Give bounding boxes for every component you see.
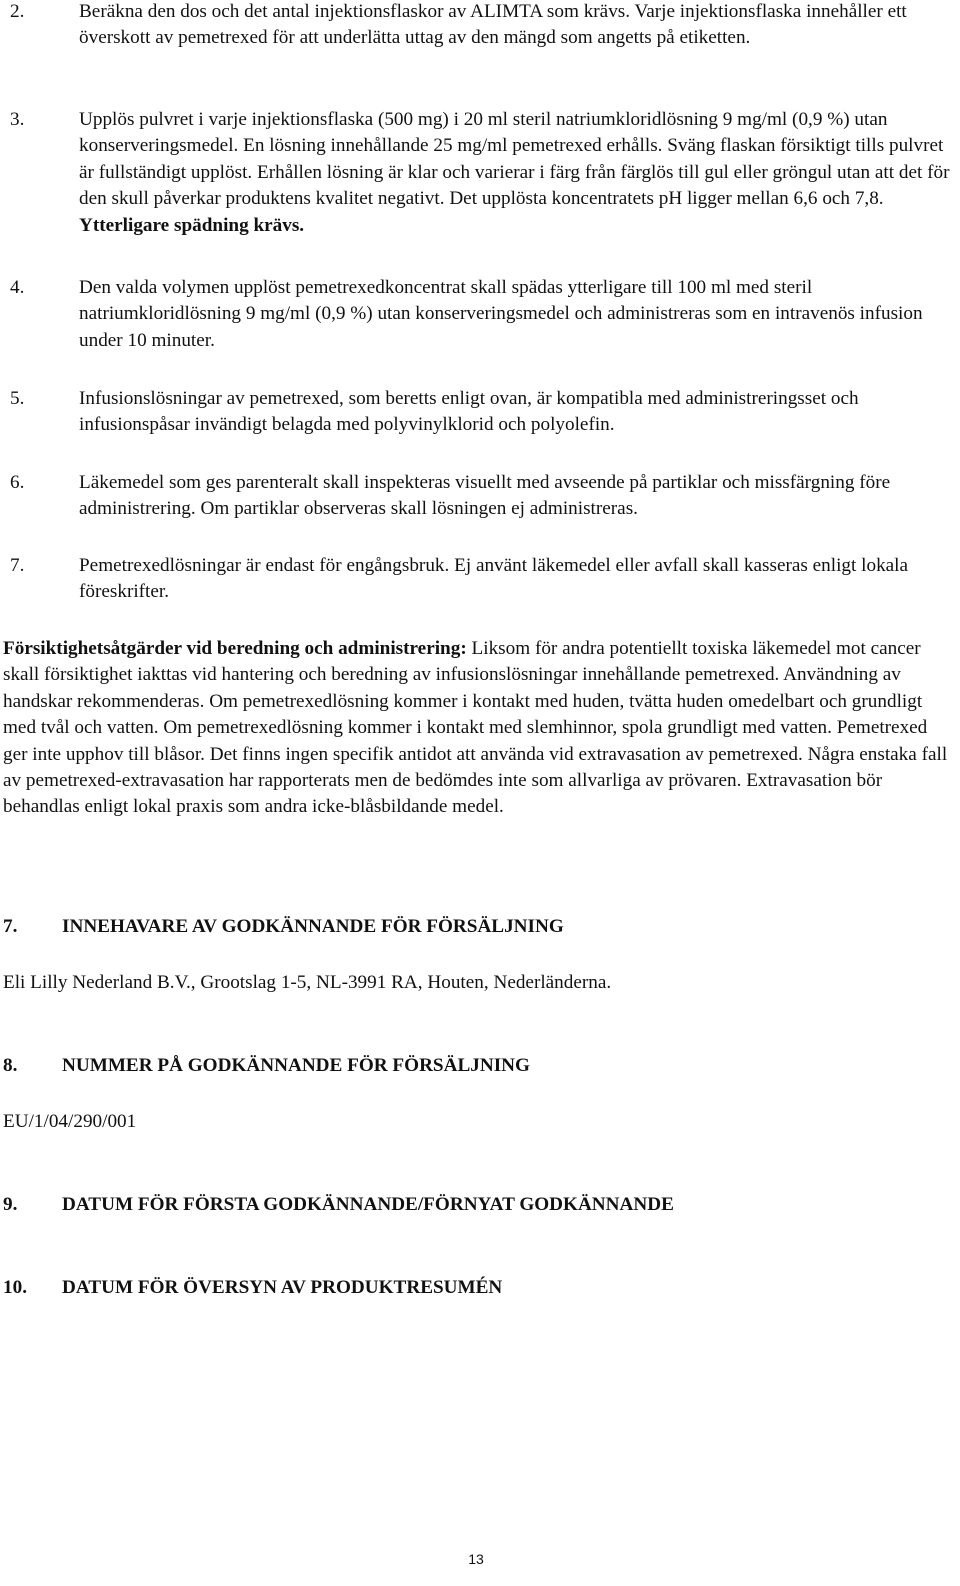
section-number: 9. (3, 1194, 18, 1215)
page-number-footer (0, 1550, 960, 1568)
list-item (10, 386, 955, 439)
section-number: 10. (3, 1277, 27, 1298)
section-heading (3, 914, 955, 940)
list-item (10, 470, 955, 523)
section-title: DATUM FÖR FÖRSTA GODKÄNNANDE/FÖRNYAT GODKÄNNANDE (62, 1194, 674, 1215)
precautions-text: Liksom för andra potentiellt toxiska läkemedel mot cancer skall försiktighet iakttas vid hantering och beredning av infusionslösningar innehållande pemetrexed. Användning av handskar rekommenderas. Om pemetrexedlösning kommer i kontakt med huden, tvätta huden omedelbart och grundligt med tvål och vatten. Om pemetrexedlösning kommer i kontakt med slemhinnor, spola grundligt med vatten. Pemetrexed ger inte upphov till blåsor. Det finns ingen specifik antidot att använda vid extravasation av pemetrexed. Några enstaka fall av pemetrexed-extravasation har rapporterats men de bedömdes inte som allvarliga av prövaren. Extravasation bör behandlas enligt lokal praxis som andra icke-blåsbildande medel. (3, 638, 948, 818)
section-title: NUMMER PÅ GODKÄNNANDE FÖR FÖRSÄLJNING (62, 1055, 530, 1076)
list-item-text: Infusionslösningar av pemetrexed, som beretts enligt ovan, är kompatibla med administreringsset och infusionspåsar invändigt belagda med polyvinylklorid och polyolefin. (79, 388, 859, 436)
list-item-text: Pemetrexedlösningar är endast för engångsbruk. Ej använt läkemedel eller avfall skall kasseras enligt lokala föreskrifter. (79, 555, 909, 603)
list-item-body: Upplös pulvret i varje injektionsflaska (500 mg) i 20 ml steril natriumkloridlösning 9 mg/ml (0,9 %) utan konserveringsmedel. En lösning innehållande 25 mg/ml pemetrexed erhålls. Sväng flaskan försiktigt tills pulvret är fullständigt upplöst. Erhållen lösning är klar och varierar i färg från färglös till gul eller gröngul utan att det för den skull påverkar produktens kvalitet negativt. Det upplösta koncentratets pH ligger mellan 6,6 och 7,8. (79, 109, 950, 210)
section-heading (3, 1275, 955, 1301)
precautions-heading: Försiktighetsåtgärder vid beredning och administrering: (3, 638, 467, 659)
list-item-text: Läkemedel som ges parenteralt skall inspekteras visuellt med avseende på partiklar och missfärgning före administrering. Om partiklar observeras skall lösningen ej administreras. (79, 472, 891, 520)
list-item-text: Beräkna den dos och det antal injektionsflaskor av ALIMTA som krävs. Varje injektionsflaska innehåller ett överskott av pemetrexed för att underlätta uttag av den mängd som angetts på etiketten. (79, 1, 907, 49)
precautions-paragraph (3, 636, 955, 821)
section-title: DATUM FÖR ÖVERSYN AV PRODUKTRESUMÉN (62, 1277, 503, 1298)
list-item (10, 553, 955, 606)
list-item-text: Den valda volymen upplöst pemetrexedkoncentrat skall spädas ytterligare till 100 ml med steril natriumkloridlösning 9 mg/ml (0,9 %) utan konserveringsmedel och administreras som en intravenös infusion under 10 minuter. (79, 277, 923, 351)
list-item-number: 4. (10, 277, 25, 298)
section-number: 8. (3, 1055, 18, 1076)
list-item-text (79, 107, 955, 239)
section-content: EU/1/04/290/001 (3, 1111, 137, 1132)
section-title: INNEHAVARE AV GODKÄNNANDE FÖR FÖRSÄLJNING (62, 916, 564, 937)
list-item-bold-note: Ytterligare spädning krävs. (79, 214, 305, 236)
section-heading (3, 1192, 955, 1218)
section-content: Eli Lilly Nederland B.V., Grootslag 1-5, NL-3991 RA, Houten, Nederländerna. (3, 972, 612, 993)
page-number: 13 (468, 1551, 484, 1567)
list-item-number: 5. (10, 388, 25, 409)
list-item-number: 2. (10, 1, 25, 22)
section-heading (3, 1053, 955, 1079)
section-number: 7. (3, 916, 18, 937)
list-item-number: 3. (10, 109, 25, 130)
list-item-number: 7. (10, 555, 25, 576)
list-item (10, 0, 955, 52)
list-item-number: 6. (10, 472, 25, 493)
list-item (10, 107, 955, 239)
list-item (10, 275, 955, 354)
